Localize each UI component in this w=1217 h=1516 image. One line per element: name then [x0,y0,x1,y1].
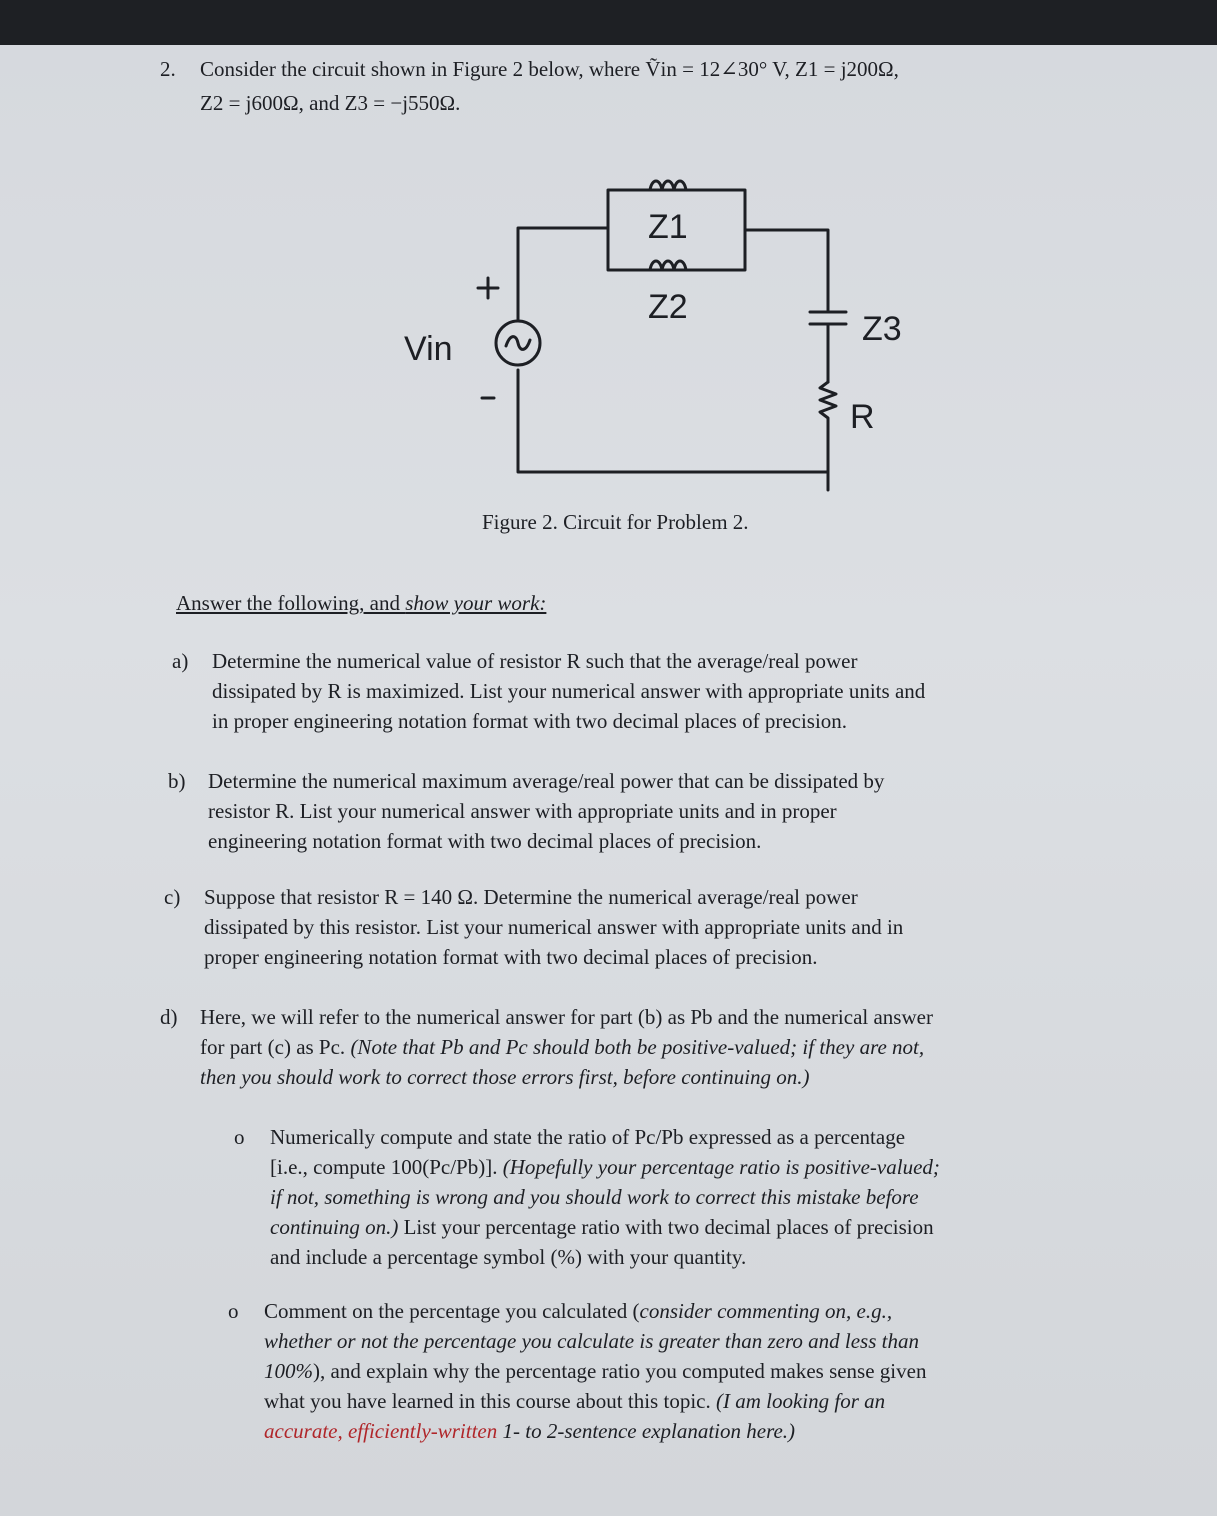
bullet2-line4: what you have learned in this course about this topic. (I am looking for an [264,1389,886,1413]
part-d-line1: Here, we will refer to the numerical answer for part (b) as Pb and the numerical answer [200,1005,933,1029]
bullet1-line4: continuing on.) List your percentage ratio with two decimal places of precision [270,1215,934,1239]
bullet2-line5: accurate, efficiently-written 1- to 2-sentence explanation here.) [264,1419,796,1443]
left-wire [518,228,608,320]
bullet2-line3: 100%), and explain why the percentage ratio you computed makes sense given [264,1359,927,1383]
bullet-marker-1: o [234,1125,245,1149]
bullet1-line5: and include a percentage symbol (%) with your quantity. [270,1245,747,1269]
part-a-line3: in proper engineering notation format with two decimal places of precision. [212,709,848,733]
right-wire [745,230,828,310]
part-c-line3: proper engineering notation format with two decimal places of precision. [204,945,818,969]
bullet2-line1: Comment on the percentage you calculated (consider commenting on, e.g., [264,1299,893,1323]
part-b-line2: resistor R. List your numerical answer with appropriate units and in proper [208,799,837,823]
label-r: R [850,398,875,436]
part-b-line1: Determine the numerical maximum average/real power that can be dissipated by [208,769,885,793]
problem-statement-line2: Z2 = j600Ω, and Z3 = −j550Ω. [200,91,461,115]
part-c-line1: Suppose that resistor R = 140 Ω. Determine the numerical average/real power [204,885,858,909]
problem-number: 2. [160,57,176,81]
plus-sign [478,278,498,298]
circuit-diagram [380,160,940,500]
label-z1: Z1 [648,208,688,246]
part-d-line3: then you should work to correct those errors first, before continuing on.) [200,1065,810,1089]
figure-caption: Figure 2. Circuit for Problem 2. [482,510,749,534]
label-z3: Z3 [862,310,902,348]
resistor-symbol [820,382,836,490]
bullet1-line1: Numerically compute and state the ratio of Pc/Pb expressed as a percentage [270,1125,906,1149]
bullet-marker-2: o [228,1299,239,1323]
capacitor-symbol [810,312,846,324]
label-z2: Z2 [648,288,688,326]
part-a-line1: Determine the numerical value of resistor R such that the average/real power [212,649,858,673]
problem-statement-line1: Consider the circuit shown in Figure 2 below, where Ṽin = 12∠30° V, Z1 = j200Ω, [200,57,899,81]
part-a-label: a) [172,649,189,673]
bullet1-line2: [i.e., compute 100(Pc/Pb)]. (Hopefully your percentage ratio is positive-valued; [270,1155,940,1179]
label-vin: Vin [404,330,453,368]
part-c-line2: dissipated by this resistor. List your numerical answer with appropriate units and in [204,915,904,939]
bullet2-line2: whether or not the percentage you calculate is greater than zero and less than [264,1329,919,1353]
bullet1-line3: if not, something is wrong and you should work to correct this mistake before [270,1185,919,1209]
part-b-label: b) [168,769,186,793]
part-a-line2: dissipated by R is maximized. List your numerical answer with appropriate units and [212,679,926,703]
part-b-line3: engineering notation format with two decimal places of precision. [208,829,762,853]
part-c-label: c) [164,885,181,909]
screen-bezel [0,0,1217,45]
bottom-wire [518,370,828,472]
part-d-label: d) [160,1005,178,1029]
part-d-line2: for part (c) as Pc. (Note that Pb and Pc should both be positive-valued; if they are not, [200,1035,925,1059]
instructions: Answer the following, and show your work: [176,591,547,615]
